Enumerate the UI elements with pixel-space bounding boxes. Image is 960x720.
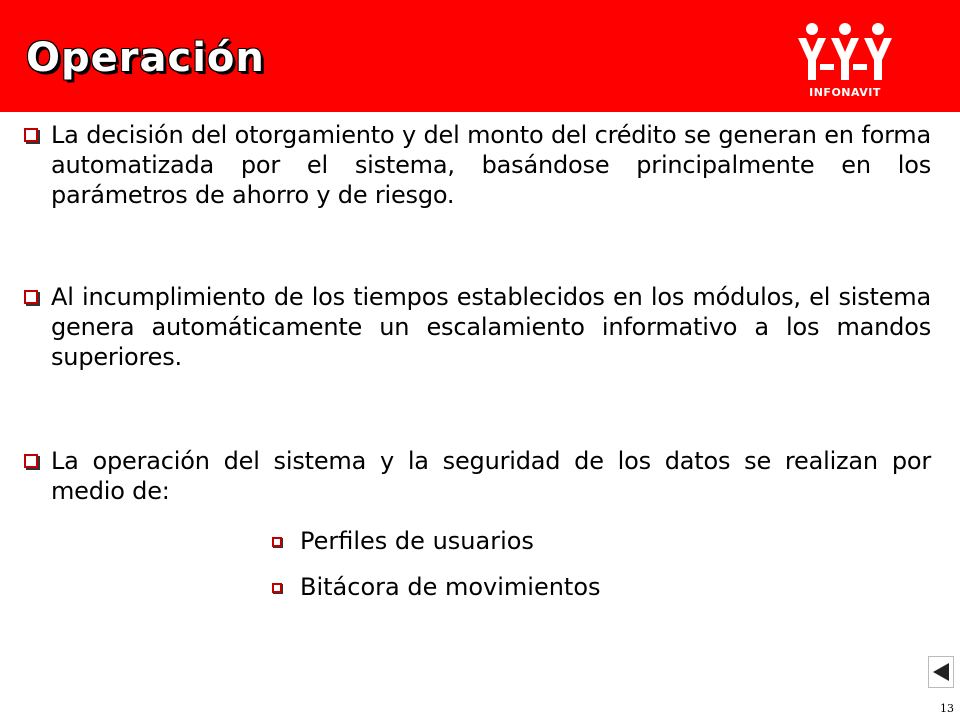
sub-bullet-item [272, 572, 601, 602]
checkbox-bullet-icon [24, 290, 38, 304]
sub-bullet-item [272, 526, 534, 556]
bullet-item [24, 282, 944, 372]
back-arrow-icon [931, 661, 951, 683]
logo-wordmark: INFONAVIT [809, 86, 881, 99]
back-button[interactable] [928, 656, 954, 688]
bullet-item [24, 446, 944, 506]
checkbox-bullet-icon [24, 128, 38, 142]
bullet-item [24, 120, 944, 210]
sub-bullet-text: Bitácora de movimientos [300, 573, 601, 601]
checkbox-bullet-icon [24, 454, 38, 468]
slide-title: Operación [26, 35, 265, 81]
bullet-text: Al incumplimiento de los tiempos establecidos en los módulos, el sistema genera automáticamente un escalamiento informativo a los mandos superiores. [51, 283, 931, 371]
checkbox-bullet-icon [272, 583, 282, 593]
bullet-text: La decisión del otorgamiento y del monto del crédito se generan en forma automatizada por el sistema, basándose principalmente en los parámetros de ahorro y de riesgo. [51, 121, 931, 209]
checkbox-bullet-icon [272, 537, 282, 547]
sub-bullet-text: Perfiles de usuarios [300, 527, 534, 555]
page-number: 13 [940, 702, 954, 715]
bullet-text: La operación del sistema y la seguridad de los datos se realizan por medio de: [51, 447, 931, 505]
